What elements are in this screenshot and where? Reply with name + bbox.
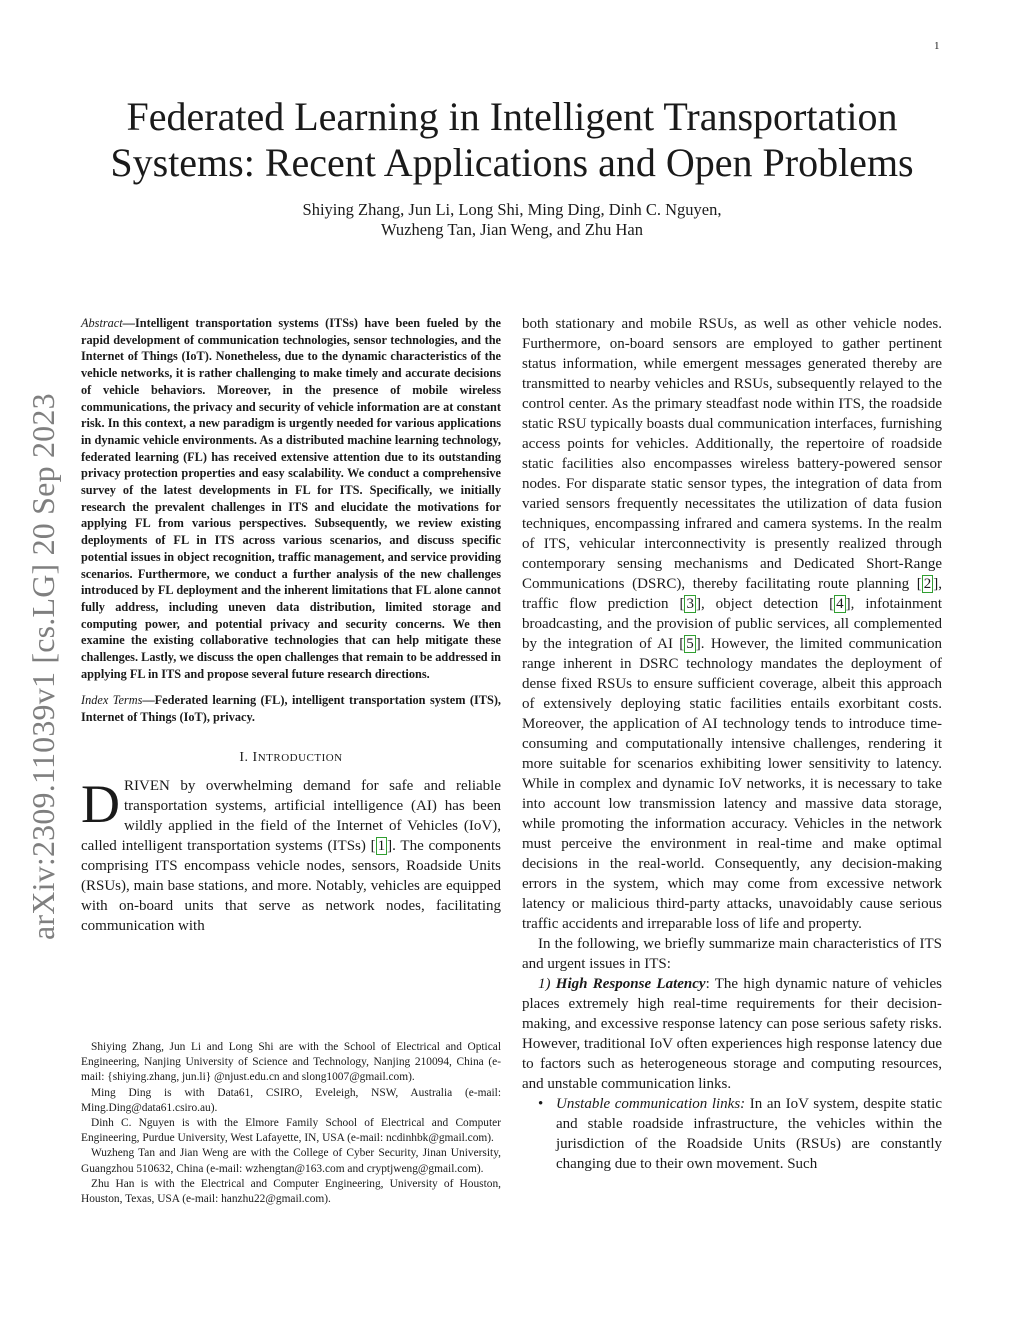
author-footnotes (81, 1040, 501, 1207)
index-terms (81, 692, 501, 725)
footnote-affiliation: Ming Ding is with Data61, CSIRO, Eveleigh, NSW, Australia (e-mail: Ming.Ding@data61.csiro.au). (81, 1086, 501, 1114)
paper-title (60, 94, 964, 186)
author-list (160, 200, 864, 240)
author-line-2: Wuzheng Tan, Jian Weng, and Zhu Han (380, 220, 643, 239)
list-item-title: Unstable communication links: (556, 1096, 746, 1112)
footnote-affiliation: Zhu Han is with the Electrical and Computer Engineering, University of Houston, Houston, Texas, USA (e-mail: hanzhu22@gmail.com). (81, 1177, 501, 1206)
abstract (81, 315, 501, 682)
citation-link-2[interactable]: 2 (923, 576, 932, 592)
subsection-title: High Response Latency (555, 976, 706, 992)
footnote-affiliation: Wuzheng Tan and Jian Weng are with the College of Cyber Security, Jinan University, Guangzhou 510632, China (e-mail: wzhengtan@163.com and cryptjweng@gmail.com). (81, 1147, 501, 1175)
section-heading-introduction: I. INTRODUCTION (239, 749, 343, 765)
body-paragraph: In the following, we briefly summarize main characteristics of ITS and urgent issues in ITS: (522, 936, 942, 972)
citation-link-1[interactable]: 1 (377, 837, 386, 854)
body-paragraph: both stationary and mobile RSUs, as well as other vehicle nodes. Furthermore, on-board sensors are employed to gather pertinent status information, while emergent messages generated thereby are transmitted to nearby vehicles and RSUs, subsequently relayed to the control center. As the primary steadfast node within ITS, the roadside static RSU typically boasts dual communication interfaces, furnishing access points for vehicles. Additionally, the repertoire of roadside static facilities also encompasses wireless battery-powered sensor nodes. For disparate static sensor types, the integration of data from varied sensors frequently necessitates the utilization of data fusion techniques, encompassing infrared and camera systems. In the realm of ITS, vehicular interconnectivity is presently realized through contemporary sensing mechanisms and Dedicated Short-Range Communications (DSRC), thereby facilitating route planning [ 2 ], traffic flow prediction [ 3 ], object detection [ 4 ], infotainment broadcasting, and the provision of public services, all complemented by the integration of AI [ 5 ]. However, the limited communication range inherent in DSRC technology mandates the deployment of dense fixed RSUs to ensure sufficient coverage, albeit this approach of extensively deploying static facilities entails exorbitant costs. Moreover, the application of AI technology tends to introduce time-consuming and computationally intensive challenges, rendering it more suitable for scenarios exhibiting lower sensitivity to latency. While in complex and dynamic IoV networks, it is necessary to take into account low transmission latency and massive data storage, while promoting the information accuracy. Vehicles in the network must perceive the environment in real-time and make optimal decisions in the real-world. Consequently, any decision-making errors in the system, which may come from excessive network latency or malicious third-party attacks, unavoidably cause serious traffic accidents and irreparable loss of life and property. (522, 316, 943, 932)
abstract-label: Abstract (81, 316, 123, 330)
page-number: 1 (934, 40, 940, 52)
arxiv-identifier: arXiv:2309.11039v1 [cs.LG] 20 Sep 2023 (25, 393, 61, 940)
author-line-1: Shiying Zhang, Jun Li, Long Shi, Ming Ding, Dinh C. Nguyen, (302, 200, 722, 219)
citation-link-4[interactable]: 4 (836, 596, 844, 612)
citation-link-3[interactable]: 3 (686, 596, 694, 612)
index-terms-text: —Federated learning (FL), intelligent transportation system (ITS), Internet of Things (IoT), privacy. (81, 693, 501, 725)
footnote-affiliation: Shiying Zhang, Jun Li and Long Shi are with the School of Electrical and Optical Engineering, Nanjing University of Science and Technology, Nanjing 210094, China (e-mail: {shiying.zhang, jun.li} @njust.edu.cn and slong1007@gmail.com). (81, 1041, 501, 1084)
bullet-icon: • (538, 1096, 544, 1112)
index-terms-label: Index Terms (81, 693, 143, 708)
list-item: • Unstable communication links: In an IoV system, despite static and stable roadside infrastructure, the vehicles within the jurisdiction of the Roadside Units (RSUs) are constantly changing due to their own movement. Such (538, 1096, 942, 1172)
right-column (522, 314, 942, 1174)
citation-link-5[interactable]: 5 (686, 636, 694, 652)
drop-cap: D (81, 773, 120, 834)
title-line-1: Federated Learning in Intelligent Transportation (126, 94, 898, 139)
abstract-text: —Intelligent transportation systems (ITSs) have been fueled by the rapid development of communication technologies, sensor technologies, and the Internet of Things (IoT). Nonetheless, due to the dynamic characteristics of the vehicle networks, it is rather challenging to make timely and accurate decisions of vehicle behaviors. Moreover, in the presence of mobile wireless communications, the privacy and security of vehicle information are at constant risk. In this context, a new paradigm is urgently needed for various applications in dynamic vehicle environments. As a distributed machine learning technology, federated learning (FL) has received extensive attention due to its outstanding privacy protection properties and easy scalability. We conduct a comprehensive survey of the latest developments in FL for ITS. Specifically, we initially research the prevalent challenges in ITS and elucidate the motivations for applying FL from various perspectives. Subsequently, we review existing deployments of FL in ITS across various scenarios, and discuss specific potential issues in object recognition, traffic management, and service providing scenarios. Furthermore, we conduct a further analysis of the new challenges introduced by FL deployment and the inherent limitations that FL alone cannot fully address, including uneven data distribution, limited storage and computing power, and potential privacy and security concerns. We then examine the existing collaborative technologies that can help mitigate these challenges. Lastly, we discuss the open challenges that remain to be addressed in applying FL in ITS and propose several future research directions. (81, 316, 501, 681)
intro-paragraph: DRIVEN by overwhelming demand for safe and reliable transportation systems, artificial intelligence (AI) has been wildly applied in the field of the Internet of Vehicles (IoV), called intelligent transportation systems (ITSs) [ 1 ]. The components comprising ITS encompass vehicle nodes, sensors, Roadside Units (RSUs), main base stations, and more. Notably, vehicles are equipped with on-board units that serve as network nodes, facilitating communication with (81, 773, 501, 934)
left-column (81, 315, 501, 936)
subsection-paragraph: 1) High Response Latency: The high dynamic nature of vehicles places extremely high real-time requirements for their decision-making, and excessive response latency can pose serious safety risks. However, traditional IoV often experiences high response latency due to factors such as heterogeneous storage and computing resources, and unstable communication links. (522, 976, 942, 1092)
footnote-affiliation: Dinh C. Nguyen is with the Elmore Family School of Electrical and Computer Engineering, Purdue University, West Lafayette, IN, USA (e-mail: ncdinhbk@gmail.com). (81, 1117, 501, 1145)
title-line-2: Systems: Recent Applications and Open Problems (110, 140, 914, 185)
